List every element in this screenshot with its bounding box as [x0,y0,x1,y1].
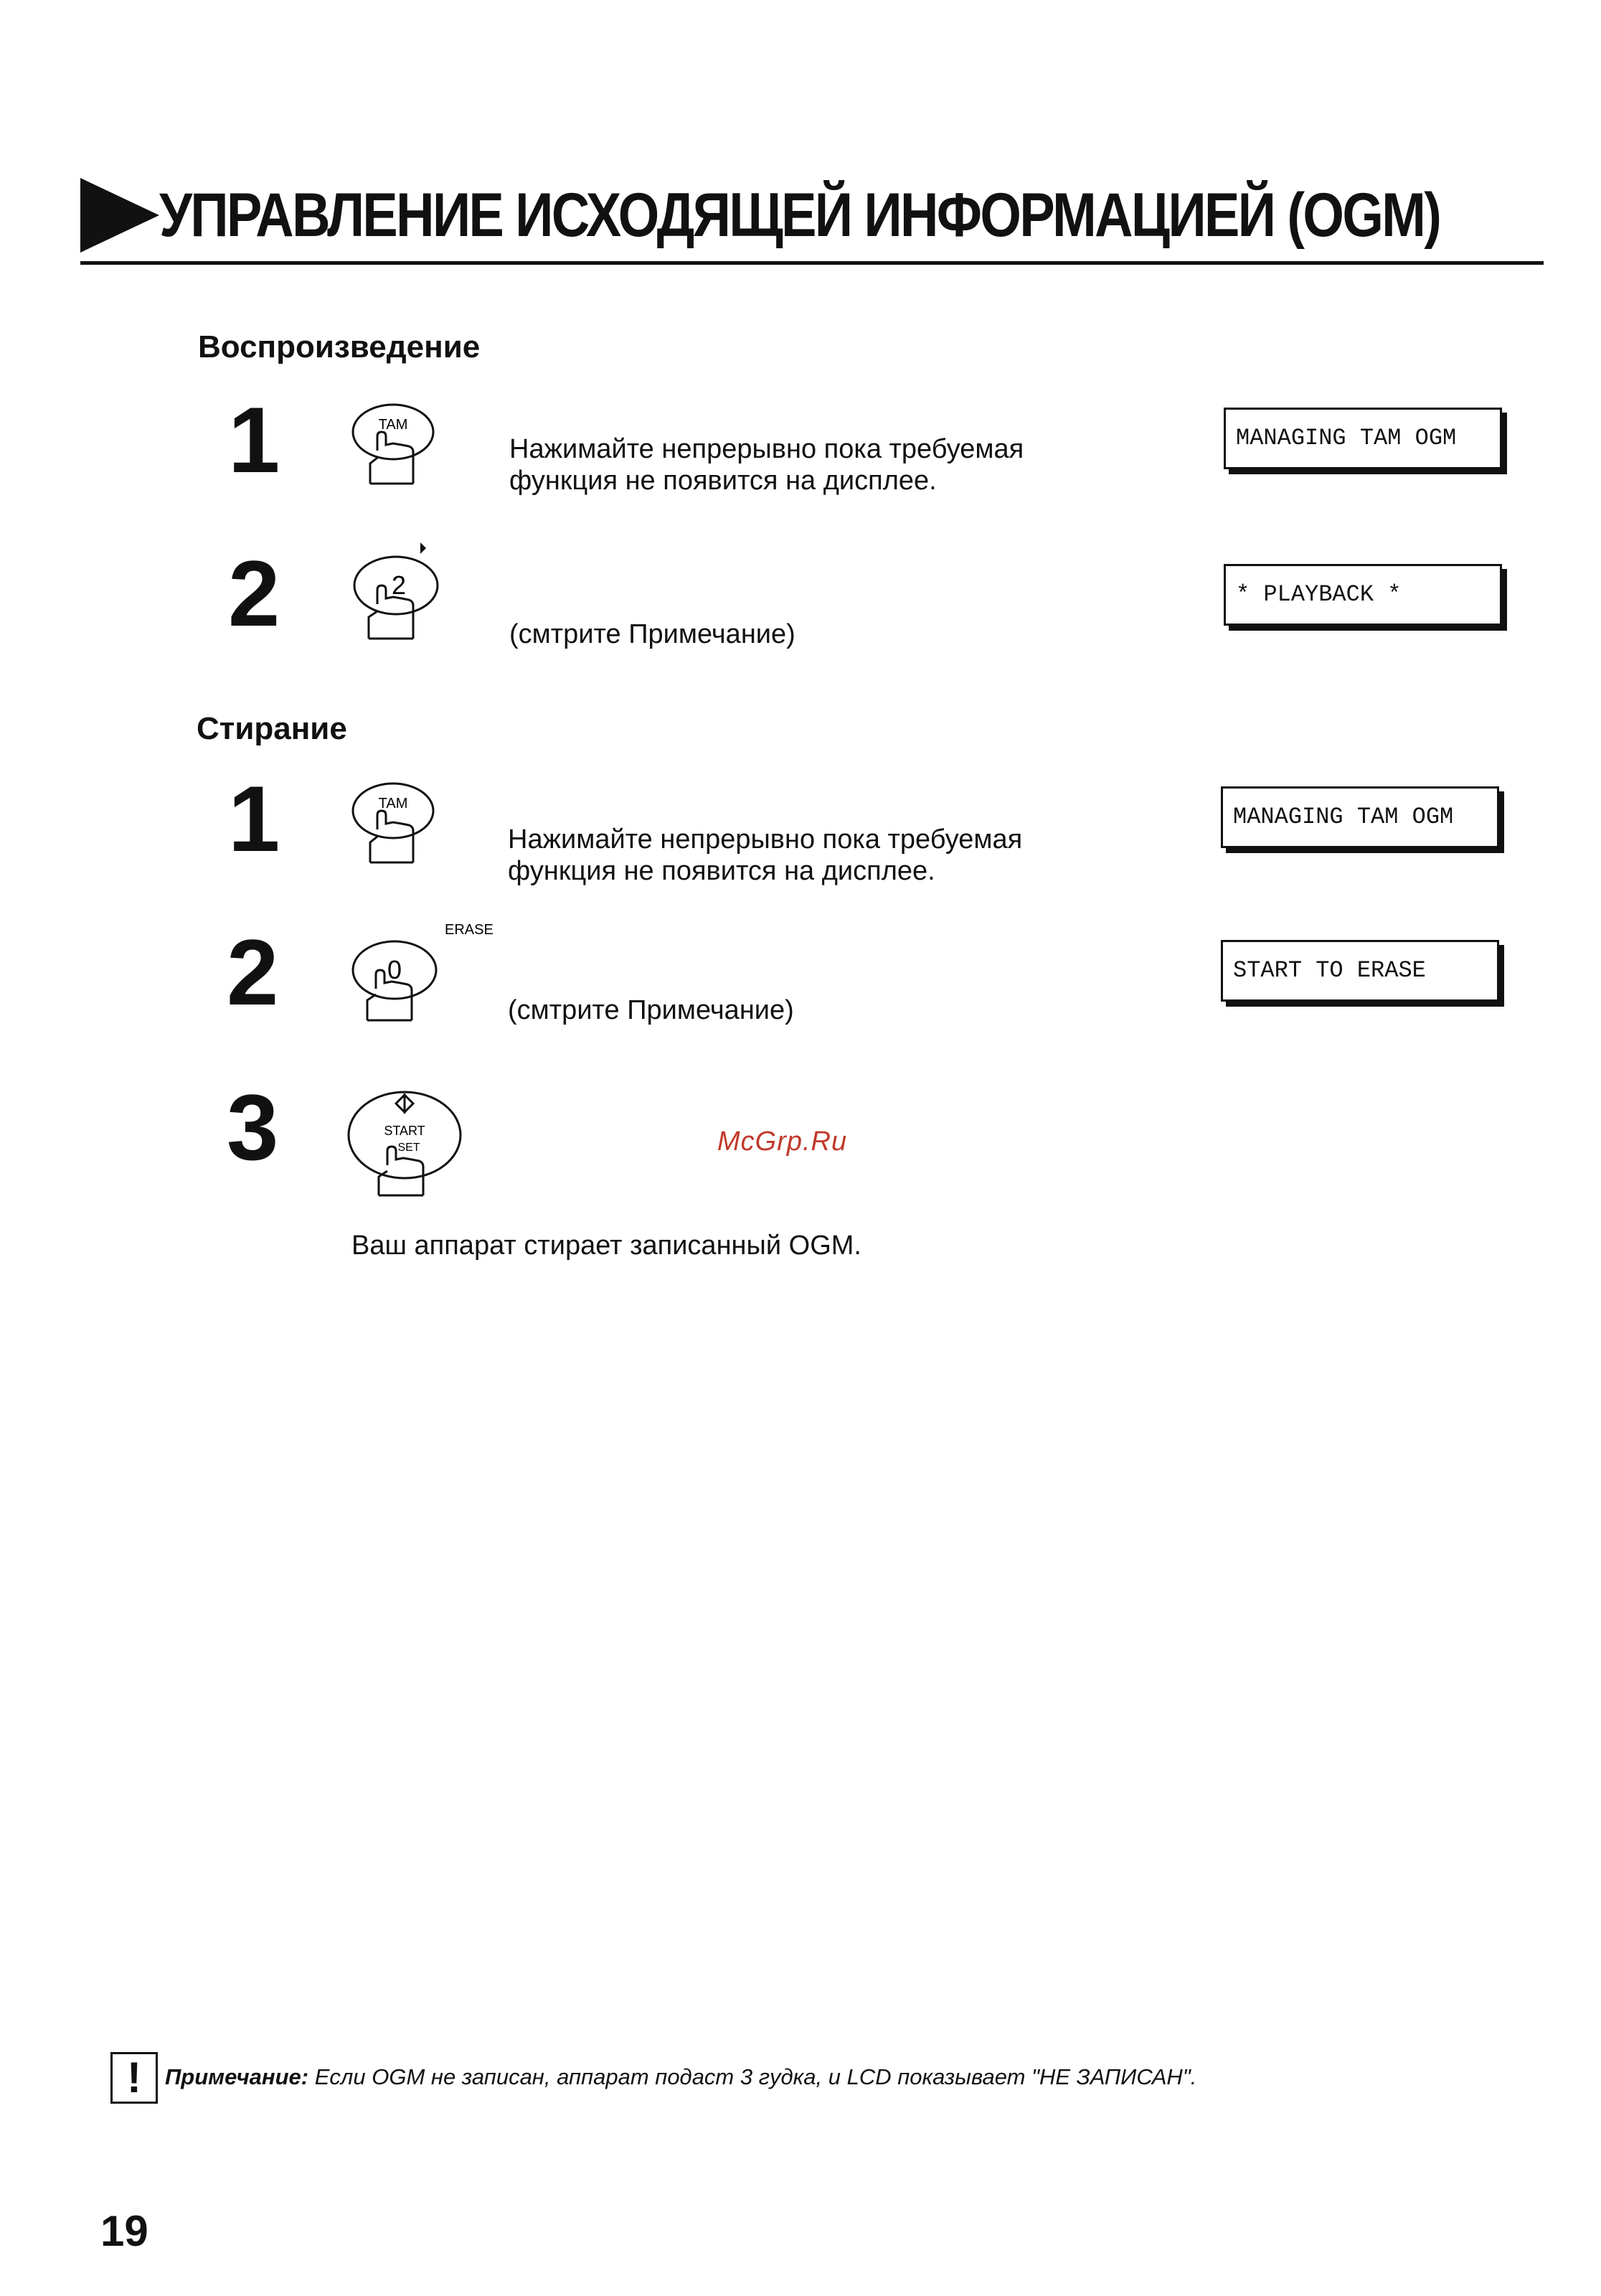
set-key-label: SET [397,1142,420,1154]
key-0-label: 0 [387,955,402,984]
step-description: (смтрите Примечание) [509,619,795,649]
page-title: УПРАВЛЕНИЕ ИСХОДЯЩЕЙ ИНФОРМАЦИЕЙ (OGM) [159,181,1440,250]
start-key-label: START [384,1124,425,1138]
lcd-display: START TO ERASE [1221,940,1499,1002]
number-2-key-icon [349,542,449,650]
lcd-display: * PLAYBACK * [1224,564,1502,626]
number-0-erase-key-icon [347,918,491,1026]
note-label: Примечание: [165,2064,309,2089]
step-number: 2 [227,920,279,1025]
section-heading-playback: Воспроизведение [198,329,481,364]
step-number: 3 [227,1075,279,1180]
lcd-display: MANAGING TAM OGM [1224,408,1502,469]
tam-key-icon [349,779,442,872]
lcd-display: MANAGING TAM OGM [1221,786,1499,848]
start-set-key-icon [347,1088,469,1203]
section-heading-erase: Стирание [197,711,347,746]
step-number: 2 [228,541,280,646]
watermark: McGrp.Ru [717,1126,848,1157]
tam-key-label: TAM [378,417,408,433]
step-description-line1: Нажимайте непрерывно пока требуемая [508,824,1023,855]
page-number: 19 [100,2207,148,2255]
final-description: Ваш аппарат стирает записанный OGM. [351,1231,861,1261]
step-description: (смтрите Примечание) [508,995,794,1025]
key-2-label: 2 [391,570,407,600]
tam-key-icon [349,400,442,494]
step-description-line2: функция не появится на дисплее. [508,856,935,886]
step-description-line1: Нажимайте непрерывно пока требуемая [509,434,1024,464]
note [165,2064,1196,2090]
step-description-line2: функция не появится на дисплее. [509,466,937,496]
tam-key-label: TAM [378,796,408,811]
note-body: Если OGM не записан, аппарат подаст 3 гудка, и LCD показывает "НЕ ЗАПИСАН". [308,2064,1197,2089]
title-arrow-icon [80,172,159,258]
note-icon: ! [110,2052,158,2104]
erase-key-caption: ERASE [445,922,493,938]
step-number: 1 [228,766,280,871]
step-number: 1 [228,387,280,492]
title-rule [80,261,1544,265]
